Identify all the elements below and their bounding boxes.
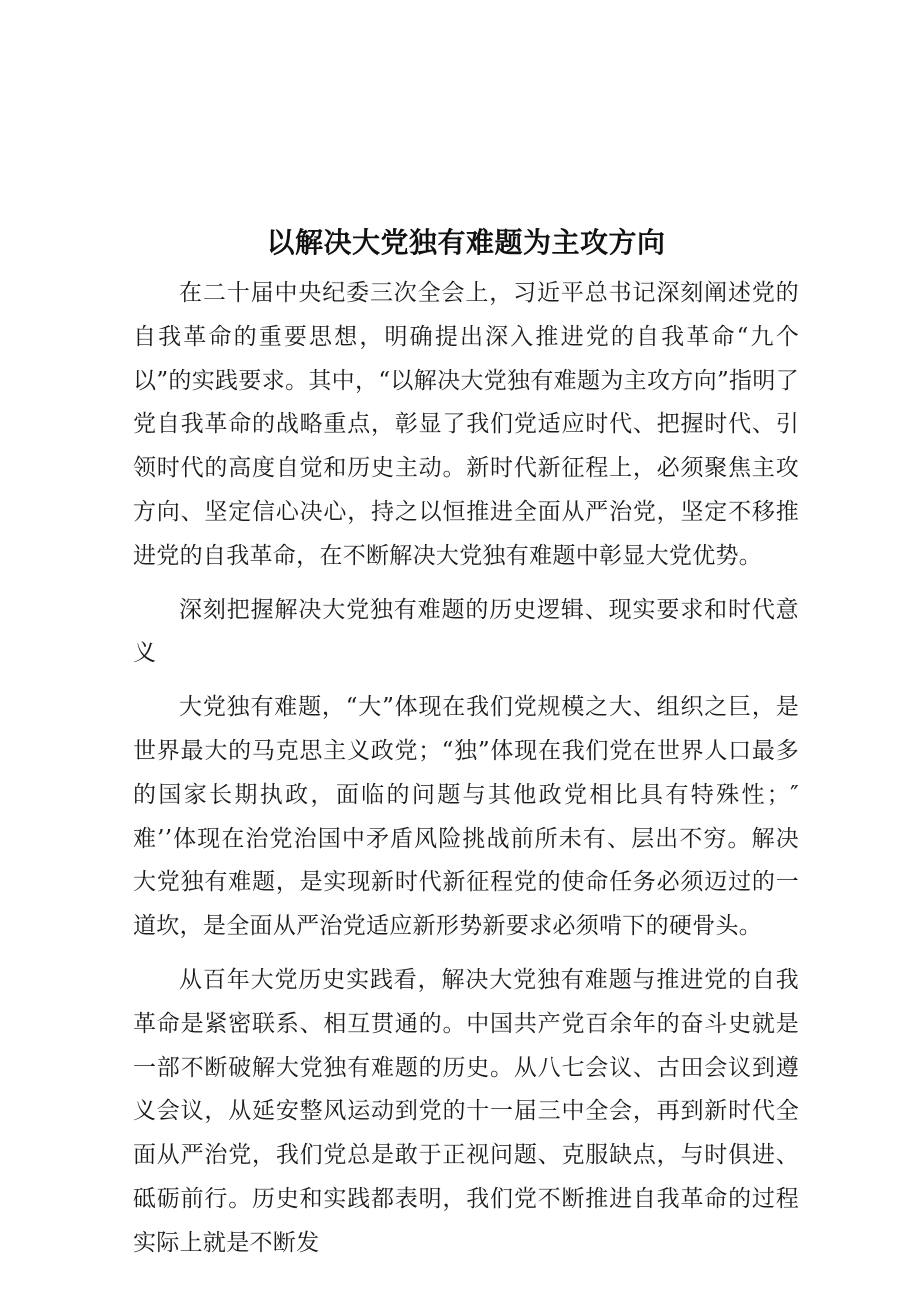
- paragraph-intro: 在二十届中央纪委三次全会上，习近平总书记深刻阐述党的自我革命的重要思想，明确提出深入推进党的自我革命“九个以”的实践要求。其中，“以解决大党独有难题为主攻方向”指明了党自我革命的战略重点，彰显了我们党适应时代、把握时代、引领时代的高度自觉和历史主动。新时代新征程上，必须聚焦主攻方向、坚定信心决心，持之以恒推进全面从严治党，坚定不移推进党的自我革命，在不断解决大党独有难题中彰显大党优势。: [133, 280, 799, 569]
- document-page: [133, 222, 799, 1266]
- paragraph-gap: [133, 579, 799, 589]
- document-title: 以解决大党独有难题为主攻方向: [266, 226, 666, 259]
- paragraph-definition: 大党独有难题，“大”体现在我们党规模之大、组织之巨，是世界最大的马克思主义政党；“独”体现在我们党在世界人口最多的国家长期执政，面临的问题与其他政党相比具有特殊性；″难’’体现在治党治国中矛盾风险挑战前所未有、层出不穷。解决大党独有难题，是实现新时代新征程党的使命任务必须迈过的一道坎，是全面从严治党适应新形势新要求必须啃下的硬骨头。: [133, 694, 799, 940]
- paragraph-gap: [133, 676, 799, 686]
- paragraph-history: 从百年大党历史实践看，解决大党独有难题与推进党的自我革命是紧密联系、相互贯通的。中国共产党百余年的奋斗史就是一部不断破解大党独有难题的历史。从八七会议、古田会议到遵义会议，从延安整风运动到党的十一届三中全会，再到新时代全面从严治党，我们党总是敢于正视问题、克服缺点，与时俱进、砥砺前行。历史和实践都表明，我们党不断推进自我革命的过程实际上就是不断发: [133, 966, 799, 1256]
- section-heading: 深刻把握解决大党独有难题的历史逻辑、现实要求和时代意义: [133, 596, 799, 667]
- paragraph-gap: [133, 949, 799, 959]
